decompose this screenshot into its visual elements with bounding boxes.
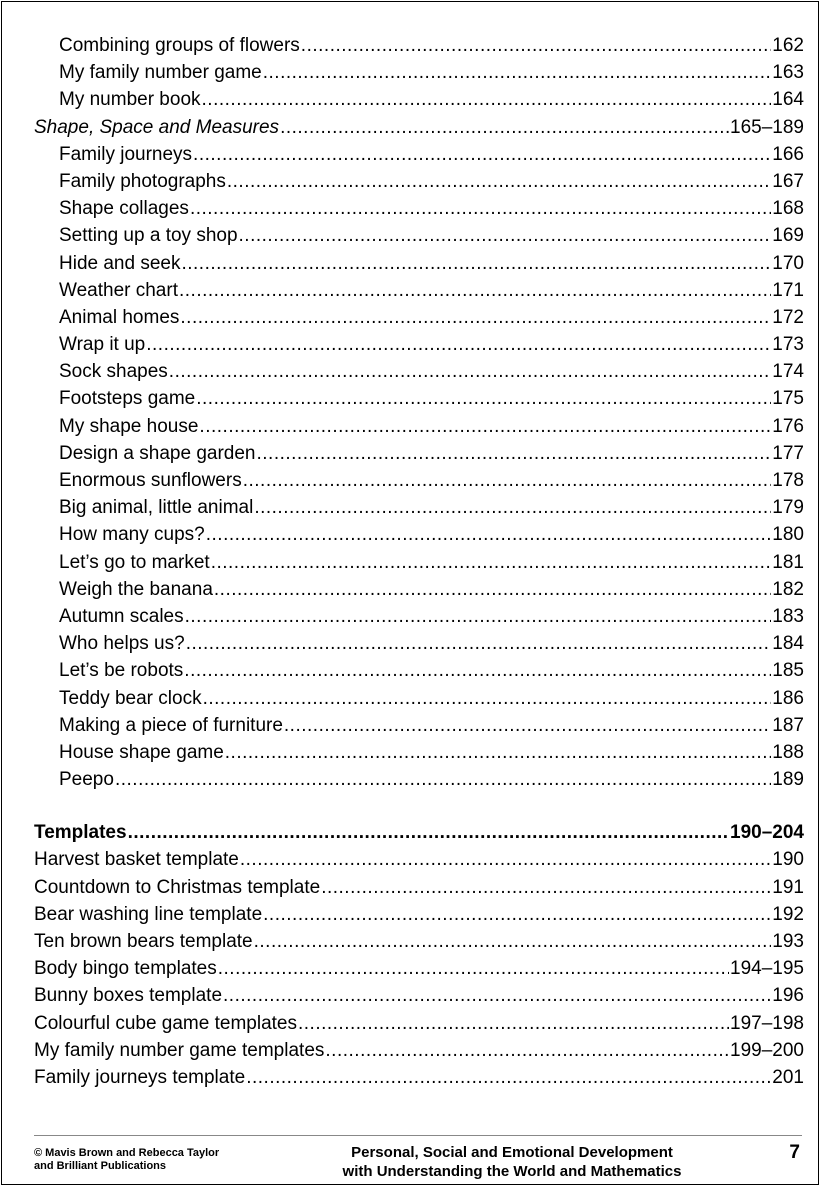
- toc-entry-title: Countdown to Christmas template: [34, 876, 321, 898]
- toc-entry: [34, 32, 804, 59]
- toc-entry-page: 177: [772, 442, 804, 464]
- toc-entry-title: Ten brown bears template: [34, 931, 253, 952]
- toc-entry-title: Peepo: [59, 769, 114, 791]
- toc-entry: [34, 901, 804, 928]
- toc-entry-title: Family journeys template: [34, 1066, 246, 1088]
- toc-entry-page: 183: [772, 605, 804, 627]
- toc-leader-dots: [298, 1010, 729, 1037]
- toc-leader-dots: [202, 86, 772, 113]
- spacer: [34, 793, 804, 819]
- toc-leader-dots: [254, 494, 771, 521]
- toc-entry: [34, 928, 804, 955]
- toc-leader-dots: [186, 630, 772, 657]
- toc-entry: [34, 874, 804, 901]
- toc-entry: [34, 685, 804, 712]
- toc-entry-title: Body bingo templates: [34, 958, 217, 980]
- toc-leader-dots: [169, 358, 772, 385]
- toc-entry-page: 193: [772, 931, 804, 952]
- toc-entry-title: Hide and seek: [59, 252, 181, 274]
- toc-leader-dots: [256, 440, 771, 467]
- toc-entry: [34, 549, 804, 576]
- toc-entry-page: 196: [772, 985, 804, 1007]
- toc-entry-title: Making a piece of furniture: [59, 714, 283, 736]
- toc-entry: [34, 1037, 804, 1064]
- toc-leader-dots: [301, 32, 772, 59]
- toc-entry: [34, 576, 804, 603]
- toc-leader-dots: [254, 928, 772, 955]
- copyright-line-1: © Mavis Brown and Rebecca Taylor: [34, 1147, 220, 1159]
- toc-leader-dots: [196, 385, 771, 412]
- toc-entry-title: Enormous sunflowers: [59, 470, 242, 491]
- toc-entry-page: 176: [772, 415, 804, 437]
- toc-entry-page: 166: [772, 143, 804, 165]
- toc-leader-dots: [179, 277, 771, 304]
- toc-entry-title: Big animal, little animal: [59, 497, 254, 519]
- toc-entry-page: 172: [772, 306, 804, 328]
- toc-leader-dots: [227, 168, 771, 195]
- toc-block-number: [34, 32, 804, 114]
- toc-entry: [34, 250, 804, 277]
- footer-divider: [34, 1135, 802, 1136]
- toc-leader-dots: [239, 222, 772, 249]
- toc-entry-title: Family photographs: [59, 170, 226, 192]
- toc-heading-page: 190–204: [730, 822, 804, 844]
- toc-entry: [34, 440, 804, 467]
- toc-entry: [34, 331, 804, 358]
- toc-leader-dots: [280, 114, 729, 141]
- toc-entry: [34, 766, 804, 793]
- toc-entry: [34, 86, 804, 113]
- toc-entry-page: 185: [772, 660, 804, 682]
- toc-entry: [34, 1064, 804, 1091]
- toc-entry-title: Weigh the banana: [59, 578, 213, 600]
- toc-leader-dots: [115, 766, 771, 793]
- book-title-line-2: with Understanding the World and Mathematics: [342, 1163, 682, 1180]
- toc-section-title: Shape, Space and Measures: [34, 116, 280, 138]
- toc-entry-page: 182: [772, 578, 804, 600]
- toc-entry-page: 199–200: [730, 1039, 804, 1061]
- toc-leader-dots: [223, 982, 771, 1009]
- toc-entry: [34, 195, 804, 222]
- toc-entry: [34, 168, 804, 195]
- toc-entry: [34, 59, 804, 86]
- toc-entry: [34, 521, 804, 548]
- toc-leader-dots: [128, 819, 729, 846]
- toc-entry-page: 186: [772, 687, 804, 709]
- toc-entry: [34, 385, 804, 412]
- toc-entry-page: 180: [772, 524, 804, 546]
- document-page: [1, 1, 819, 1185]
- toc-leader-dots: [193, 141, 771, 168]
- toc-entry: [34, 982, 804, 1009]
- toc-entry-title: Bunny boxes template: [34, 985, 223, 1007]
- toc-leader-dots: [190, 195, 771, 222]
- toc-entry: [34, 1010, 804, 1037]
- toc-entry: [34, 277, 804, 304]
- toc-entry-page: 163: [772, 62, 804, 84]
- toc-leader-dots: [321, 874, 771, 901]
- toc-block-templates: [34, 846, 804, 1091]
- toc-entry-title: Who helps us?: [59, 633, 185, 655]
- toc-entry-page: 192: [772, 903, 804, 925]
- toc-entry-title: Teddy bear clock: [59, 687, 202, 709]
- toc-entry-page: 188: [772, 741, 804, 763]
- toc-leader-dots: [181, 250, 771, 277]
- toc-entry-page: 178: [772, 470, 804, 491]
- toc-entry-title: Harvest basket template: [34, 849, 239, 871]
- toc-entry-page: 167: [772, 170, 804, 192]
- footer-copyright: [34, 1147, 219, 1173]
- toc-leader-dots: [206, 521, 772, 548]
- toc-leader-dots: [243, 467, 772, 494]
- toc-entry-title: My number book: [59, 89, 201, 111]
- toc-entry-title: Family journeys: [59, 143, 193, 165]
- toc-entry-title: My family number game templates: [34, 1039, 325, 1061]
- toc-entry-page: 181: [772, 551, 804, 573]
- toc-leader-dots: [246, 1064, 771, 1091]
- toc-entry-title: My family number game: [59, 62, 262, 84]
- toc-entry-title: Autumn scales: [59, 605, 184, 627]
- footer-book-title: [302, 1143, 722, 1181]
- toc-entry-page: 197–198: [730, 1012, 804, 1034]
- toc-entry-page: 189: [772, 769, 804, 791]
- toc-entry-page: 201: [772, 1066, 804, 1088]
- toc-leader-dots: [214, 576, 771, 603]
- toc-leader-dots: [184, 657, 771, 684]
- toc-entry: [34, 657, 804, 684]
- toc-entry-page: 174: [772, 361, 804, 383]
- toc-entry-title: Shape collages: [59, 198, 189, 220]
- toc-entry-page: 164: [772, 89, 804, 111]
- book-title-line-1: Personal, Social and Emotional Development: [351, 1144, 673, 1161]
- toc-entry-page: 168: [772, 198, 804, 220]
- toc-leader-dots: [240, 846, 771, 873]
- toc-entry-page: 175: [772, 388, 804, 410]
- toc-entry: [34, 413, 804, 440]
- toc-entry-title: Colourful cube game templates: [34, 1012, 297, 1034]
- toc-entry: [34, 467, 804, 494]
- toc-entry-title: My shape house: [59, 415, 199, 437]
- toc-entry: [34, 630, 804, 657]
- toc-entry: [34, 955, 804, 982]
- toc-leader-dots: [180, 304, 771, 331]
- toc-entry-page: 191: [772, 876, 804, 898]
- toc-entry-page: 170: [772, 252, 804, 274]
- toc-heading-templates: [34, 819, 804, 846]
- toc-entry-title: Setting up a toy shop: [59, 225, 238, 247]
- toc-leader-dots: [225, 739, 772, 766]
- toc-entry-title: Sock shapes: [59, 361, 168, 383]
- toc-leader-dots: [203, 685, 772, 712]
- toc-leader-dots: [263, 901, 771, 928]
- toc-entry: [34, 141, 804, 168]
- toc-entry-page: 179: [772, 497, 804, 519]
- copyright-line-2: and Brilliant Publications: [34, 1160, 167, 1172]
- toc-leader-dots: [146, 331, 771, 358]
- toc-entry-page: 173: [772, 334, 804, 356]
- toc-entry-page: 184: [772, 633, 804, 655]
- toc-leader-dots: [218, 955, 729, 982]
- table-of-contents: [34, 32, 804, 1091]
- toc-block-shape: [34, 141, 804, 794]
- toc-entry-page: 169: [772, 225, 804, 247]
- toc-entry-title: Design a shape garden: [59, 442, 256, 464]
- toc-entry: [34, 494, 804, 521]
- page-number: 7: [789, 1142, 800, 1163]
- toc-section-shape-space-measures: [34, 114, 804, 141]
- toc-entry-title: Let’s be robots: [59, 660, 184, 682]
- toc-entry-title: Animal homes: [59, 306, 180, 328]
- toc-leader-dots: [325, 1037, 729, 1064]
- toc-section-page: 165–189: [730, 116, 804, 138]
- toc-entry-page: 194–195: [730, 958, 804, 980]
- toc-leader-dots: [211, 549, 772, 576]
- toc-entry: [34, 603, 804, 630]
- toc-entry: [34, 358, 804, 385]
- toc-entry-title: House shape game: [59, 741, 224, 763]
- toc-leader-dots: [263, 59, 772, 86]
- toc-entry: [34, 222, 804, 249]
- toc-entry-page: 187: [772, 714, 804, 736]
- toc-entry-title: Footsteps game: [59, 388, 196, 410]
- toc-entry: [34, 739, 804, 766]
- toc-entry: [34, 846, 804, 873]
- toc-entry: [34, 712, 804, 739]
- toc-heading-title: Templates: [34, 822, 127, 844]
- toc-leader-dots: [199, 413, 771, 440]
- toc-entry-title: Wrap it up: [59, 334, 146, 356]
- toc-entry-title: Bear washing line template: [34, 903, 263, 925]
- toc-entry-page: 171: [772, 279, 804, 301]
- toc-entry-title: Combining groups of flowers: [59, 35, 300, 56]
- toc-entry: [34, 304, 804, 331]
- toc-entry-title: How many cups?: [59, 524, 205, 546]
- toc-entry-page: 162: [772, 35, 804, 56]
- toc-leader-dots: [284, 712, 771, 739]
- toc-leader-dots: [185, 603, 772, 630]
- toc-entry-page: 190: [772, 849, 804, 871]
- toc-entry-title: Weather chart: [59, 279, 178, 301]
- toc-entry-title: Let’s go to market: [59, 551, 210, 573]
